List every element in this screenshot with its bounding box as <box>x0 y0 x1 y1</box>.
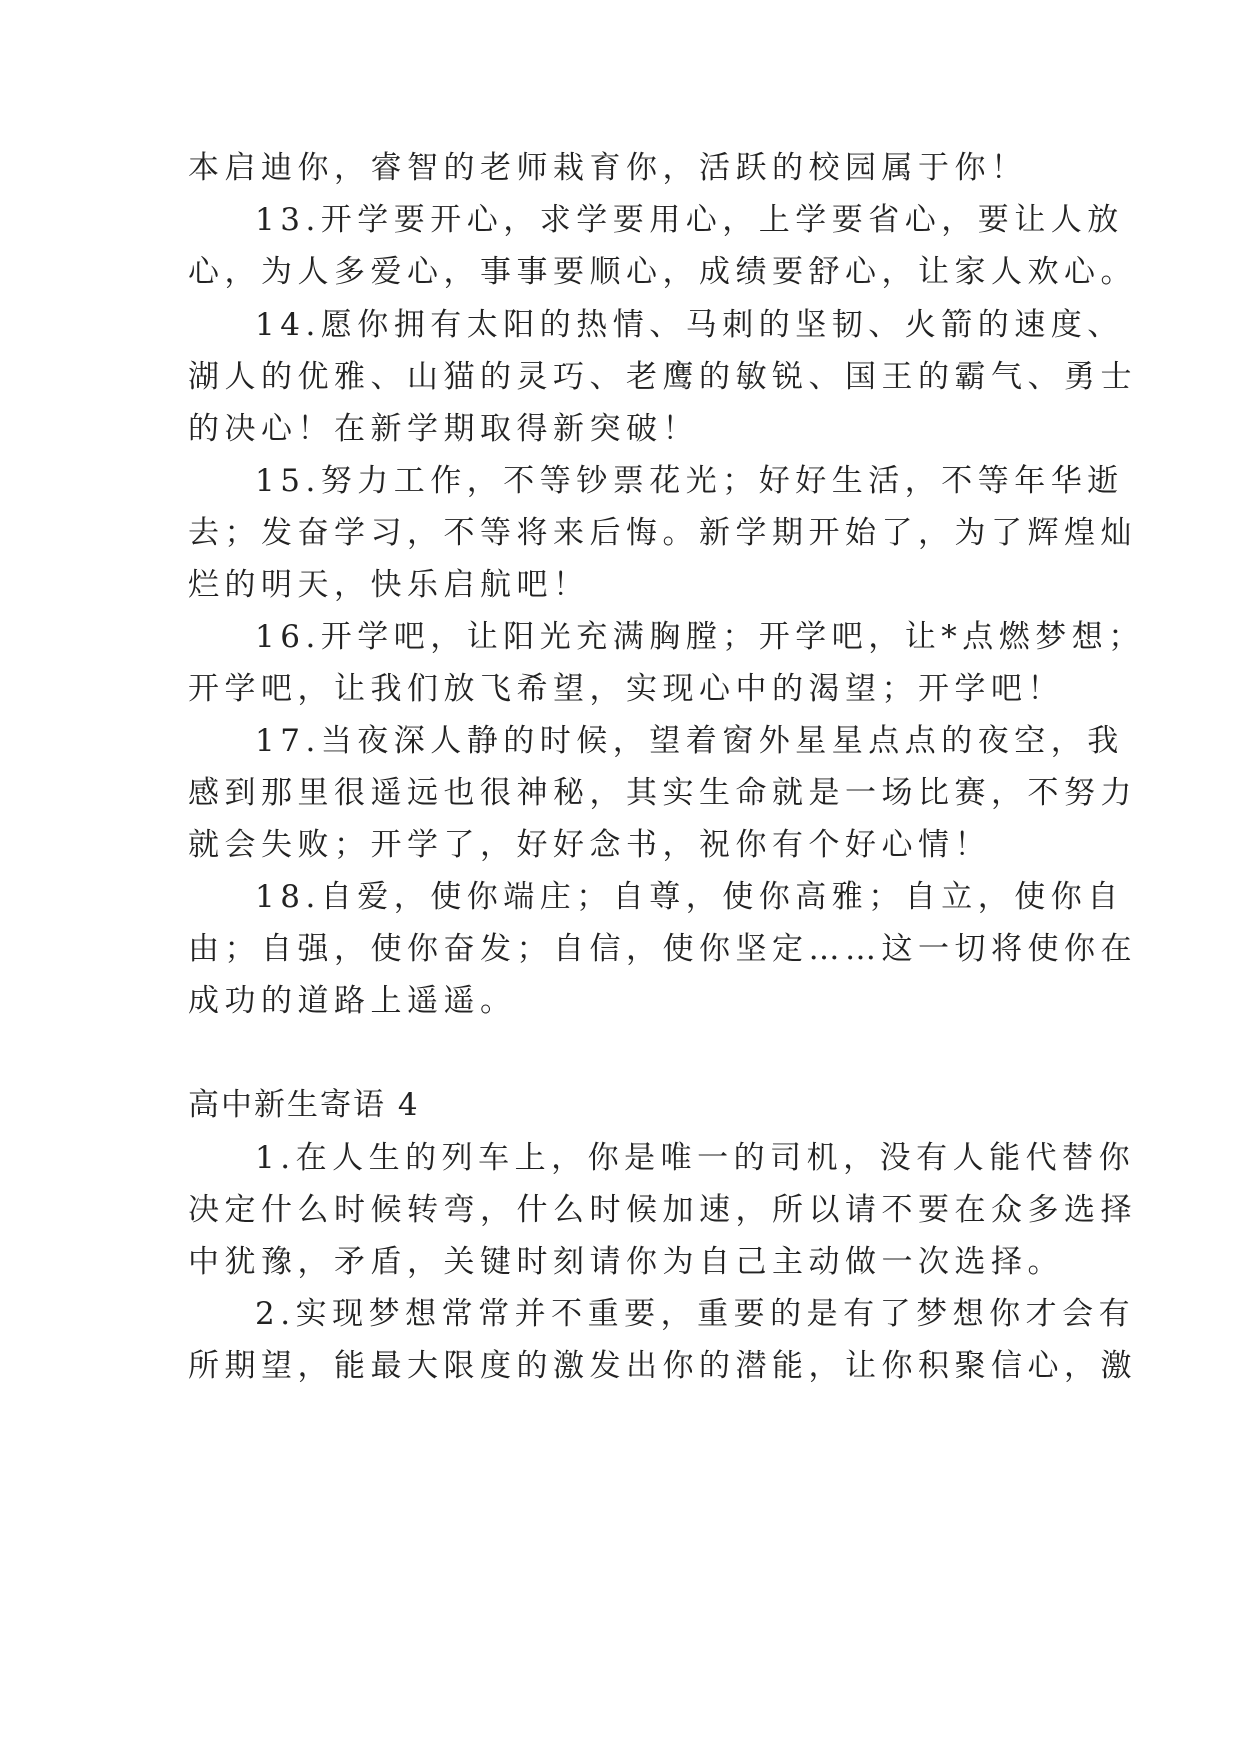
paragraph-line: 由；自强，使你奋发；自信，使你坚定……这一切将使你在 <box>188 931 1137 967</box>
paragraph-line: 开学吧，让我们放飞希望，实现心中的渴望；开学吧！ <box>188 671 1064 707</box>
list-item-13-line: 13.开学要开心，求学要用心，上学要省心，要让人放 <box>255 202 1124 238</box>
paragraph-line: 的决心！在新学期取得新突破！ <box>188 411 699 447</box>
list-item-16-line: 16.开学吧，让阳光充满胸膛；开学吧，让*点燃梦想； <box>255 619 1145 655</box>
paragraph-line: 心，为人多爱心，事事要顺心，成绩要舒心，让家人欢心。 <box>188 254 1137 290</box>
paragraph-line: 所期望，能最大限度的激发出你的潜能，让你积聚信心，激 <box>188 1348 1137 1384</box>
list-item-18-line: 18.自爱，使你端庄；自尊，使你高雅；自立，使你自 <box>255 879 1124 915</box>
paragraph-line: 就会失败；开学了，好好念书，祝你有个好心情！ <box>188 827 991 863</box>
paragraph-line: 成功的道路上遥遥。 <box>188 983 517 1019</box>
paragraph-line: 湖人的优雅、山猫的灵巧、老鹰的敏锐、国王的霸气、勇士 <box>188 359 1137 395</box>
list-item-1-line: 1.在人生的列车上，你是唯一的司机，没有人能代替你 <box>255 1140 1136 1176</box>
paragraph-line: 决定什么时候转弯，什么时候加速，所以请不要在众多选择 <box>188 1192 1137 1228</box>
paragraph-line: 本启迪你，睿智的老师栽育你，活跃的校园属于你！ <box>188 150 1028 186</box>
section-heading: 高中新生寄语 4 <box>188 1087 420 1123</box>
paragraph-line: 中犹豫，矛盾，关键时刻请你为自己主动做一次选择。 <box>188 1244 1064 1280</box>
list-item-14-line: 14.愿你拥有太阳的热情、马刺的坚韧、火箭的速度、 <box>255 307 1124 343</box>
paragraph-line: 感到那里很遥远也很神秘，其实生命就是一场比赛，不努力 <box>188 775 1137 811</box>
paragraph-line: 去；发奋学习，不等将来后悔。新学期开始了，为了辉煌灿 <box>188 515 1137 551</box>
list-item-2-line: 2.实现梦想常常并不重要，重要的是有了梦想你才会有 <box>255 1296 1136 1332</box>
list-item-15-line: 15.努力工作，不等钞票花光；好好生活，不等年华逝 <box>255 463 1124 499</box>
list-item-17-line: 17.当夜深人静的时候，望着窗外星星点点的夜空，我 <box>255 723 1124 759</box>
paragraph-line: 烂的明天，快乐启航吧！ <box>188 567 590 603</box>
